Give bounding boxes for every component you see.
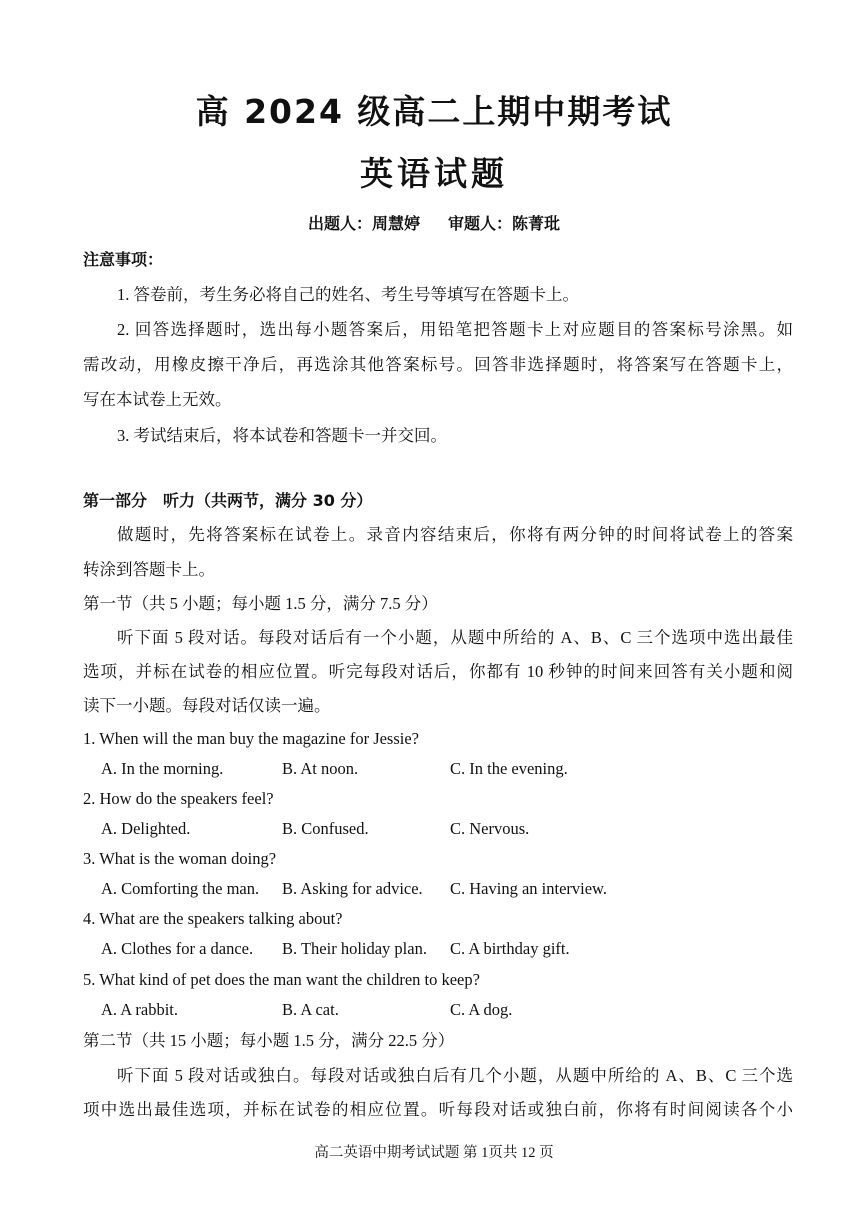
question-5-option-b: B. A cat.	[282, 1000, 339, 1019]
note-1: 1. 答卷前，考生务必将自己的姓名、考生号等填写在答题卡上。	[117, 285, 579, 304]
note-2-line-3: 写在本试卷上无效。	[83, 390, 232, 409]
question-3-option-a: A. Comforting the man.	[101, 879, 260, 898]
question-1-option-b: B. At noon.	[282, 759, 359, 778]
question-2-option-b: B. Confused.	[282, 819, 369, 838]
question-1-option-a: A. In the morning.	[101, 759, 224, 778]
note-3: 3. 考试结束后，将本试卷和答题卡一并交回。	[117, 426, 447, 445]
section1-instructions-line-2: 选项，并标在试卷的相应位置。听完每段对话后，你都有 10 秒钟的时间来回答有关小题和阅	[83, 662, 793, 681]
page-footer: 高二英语中期考试试题 第 1页共 12 页	[314, 1145, 554, 1161]
question-3-option-c: C. Having an interview.	[450, 879, 608, 898]
question-5: 5. What kind of pet does the man want the children to keep?	[83, 970, 480, 989]
note-2-line-2: 需改动，用橡皮擦干净后，再选涂其他答案标号。回答非选择题时，将答案写在答题卡上，	[83, 355, 793, 374]
note-2-line-1: 2. 回答选择题时，选出每小题答案后，用铅笔把答题卡上对应题目的答案标号涂黑。如	[117, 320, 793, 339]
section1-heading: 第一节（共 5 小题；每小题 1.5 分，满分 7.5 分）	[83, 594, 438, 613]
question-5-option-c: C. A dog.	[450, 1000, 513, 1019]
question-1: 1. When will the man buy the magazine for Jessie?	[83, 729, 420, 748]
authors-line	[0, 211, 868, 234]
question-4-option-b: B. Their holiday plan.	[282, 939, 427, 958]
section2-instructions-line-2: 项中选出最佳选项，并标在试卷的相应位置。听每段对话或独白前，你将有时间阅读各个小	[83, 1100, 793, 1119]
question-2: 2. How do the speakers feel?	[83, 789, 274, 808]
part1-intro-line-2: 转涂到答题卡上。	[83, 560, 215, 579]
section2-instructions-line-1: 听下面 5 段对话或独白。每段对话或独白后有几个小题，从题中所给的 A、B、C 三个选	[117, 1066, 793, 1085]
question-4-option-c: C. A birthday gift.	[450, 939, 570, 958]
question-3: 3. What is the woman doing?	[83, 849, 277, 868]
question-5-option-a: A. A rabbit.	[101, 1000, 178, 1019]
exam-title: 高 2024 级高二上期中期考试	[195, 92, 673, 131]
section2-heading: 第二节（共 15 小题；每小题 1.5 分，满分 22.5 分）	[83, 1031, 455, 1050]
setter-name: 出题人：周慧婷	[307, 214, 420, 233]
part1-heading: 第一部分 听力（共两节，满分 30 分）	[83, 491, 373, 510]
question-2-option-c: C. Nervous.	[450, 819, 530, 838]
question-2-option-a: A. Delighted.	[101, 819, 191, 838]
question-1-option-c: C. In the evening.	[450, 759, 568, 778]
part1-intro-line-1: 做题时，先将答案标在试卷上。录音内容结束后，你将有两分钟的时间将试卷上的答案	[117, 525, 793, 544]
notes-heading: 注意事项：	[83, 250, 164, 269]
question-3-option-b: B. Asking for advice.	[282, 879, 423, 898]
reviewer-name: 审题人：陈菁玭	[448, 214, 561, 233]
exam-subtitle: 英语试题	[360, 154, 508, 193]
question-4: 4. What are the speakers talking about?	[83, 909, 343, 928]
question-4-option-a: A. Clothes for a dance.	[101, 939, 254, 958]
section1-instructions-line-1: 听下面 5 段对话。每段对话后有一个小题，从题中所给的 A、B、C 三个选项中选出最佳	[117, 628, 793, 647]
section1-instructions-line-3: 读下一小题。每段对话仅读一遍。	[83, 696, 331, 715]
